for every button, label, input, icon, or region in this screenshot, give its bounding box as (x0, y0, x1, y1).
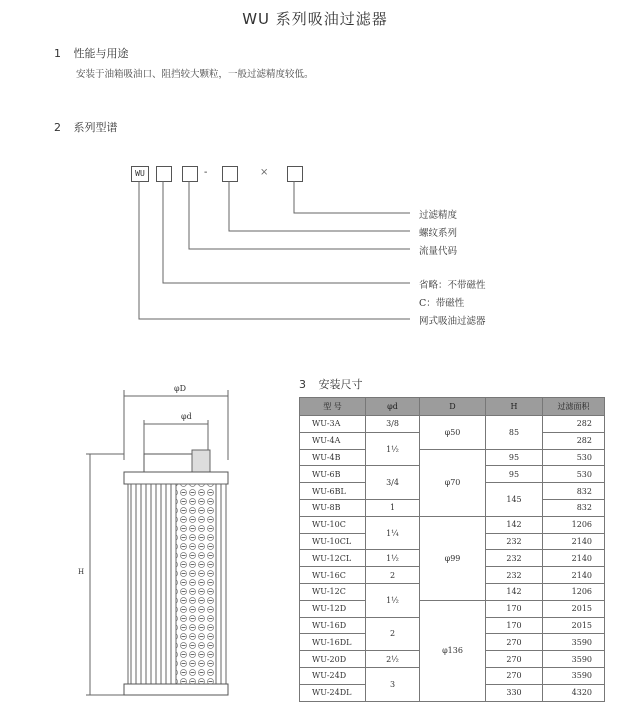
header-D: D (420, 398, 486, 416)
cell-D: φ136 (420, 600, 486, 701)
header-H: H (486, 398, 543, 416)
cell-H: 330 (486, 684, 543, 701)
section3-heading (299, 376, 363, 392)
label-height: H (78, 568, 85, 576)
cell-model: WU-16C (300, 567, 366, 584)
cell-H: 232 (486, 550, 543, 567)
cell-area: 3590 (543, 667, 605, 684)
perforated-core (176, 484, 216, 684)
cell-model: WU-16D (300, 617, 366, 634)
page-title: WU 系列吸油过滤器 (242, 10, 388, 28)
table-row (300, 600, 605, 617)
cell-H: 270 (486, 651, 543, 668)
leader-type (139, 181, 410, 319)
cell-model: WU-6BL (300, 483, 366, 500)
cell-H: 95 (486, 449, 543, 466)
cell-model: WU-4B (300, 449, 366, 466)
cell-d: 3/4 (366, 466, 420, 500)
cell-area: 1206 (543, 516, 605, 533)
cell-area: 2140 (543, 550, 605, 567)
cell-model: WU-24DL (300, 684, 366, 701)
table-row (300, 416, 605, 433)
label-magnetic: C：带磁性 (419, 298, 465, 309)
cell-d: 2½ (366, 651, 420, 668)
cell-d: 1½ (366, 550, 420, 567)
header-model: 型 号 (300, 398, 366, 416)
label-flow-code: 流量代码 (419, 246, 458, 257)
section1-title: 性能与用途 (73, 47, 129, 60)
cell-d: 1½ (366, 432, 420, 466)
cell-area: 530 (543, 466, 605, 483)
cell-H: 270 (486, 634, 543, 651)
cell-H: 85 (486, 416, 543, 450)
cell-H: 170 (486, 617, 543, 634)
cell-H: 142 (486, 516, 543, 533)
cell-area: 282 (543, 416, 605, 433)
cell-area: 3590 (543, 634, 605, 651)
leader-flow (189, 181, 410, 249)
section2-title: 系列型谱 (73, 121, 118, 134)
filter-element-pleats (128, 484, 176, 684)
cell-model: WU-24D (300, 667, 366, 684)
cell-area: 832 (543, 483, 605, 500)
top-cap (124, 472, 228, 484)
cell-d: 3/8 (366, 416, 420, 433)
cell-area: 1206 (543, 583, 605, 600)
cell-area: 832 (543, 499, 605, 516)
cell-d: 2 (366, 567, 420, 584)
cell-model: WU-10CL (300, 533, 366, 550)
bottom-cap (124, 684, 228, 695)
code-cross: × (260, 167, 269, 178)
cell-model: WU-20D (300, 651, 366, 668)
cell-area: 2140 (543, 533, 605, 550)
cell-model: WU-16DL (300, 634, 366, 651)
cell-area: 2015 (543, 600, 605, 617)
cell-H: 142 (486, 583, 543, 600)
label-omit: 省略：不带磁性 (419, 280, 486, 291)
cell-area: 530 (543, 449, 605, 466)
header-d: φd (366, 398, 420, 416)
cell-H: 232 (486, 533, 543, 550)
cell-area: 2015 (543, 617, 605, 634)
table-header-row (300, 398, 605, 416)
header-area: 过滤面积 (543, 398, 605, 416)
cell-model: WU-3A (300, 416, 366, 433)
cell-area: 3590 (543, 651, 605, 668)
cell-D: φ70 (420, 449, 486, 516)
cell-model: WU-8B (300, 499, 366, 516)
cell-d: 1 (366, 499, 420, 516)
cell-D: φ50 (420, 416, 486, 450)
filter-drawing (80, 380, 250, 725)
cell-model: WU-12D (300, 600, 366, 617)
cell-area: 4320 (543, 684, 605, 701)
leader-precision (294, 181, 410, 213)
cell-model: WU-12C (300, 583, 366, 600)
table-row (300, 449, 605, 466)
section1-description: 安装于油箱吸油口、阻挡较大颗粒，一般过滤精度较低。 (76, 69, 314, 80)
cell-model: WU-10C (300, 516, 366, 533)
cell-H: 270 (486, 667, 543, 684)
cell-H: 145 (486, 483, 543, 517)
cell-area: 2140 (543, 567, 605, 584)
cell-model: WU-12CL (300, 550, 366, 567)
spec-table (299, 397, 605, 702)
cell-model: WU-4A (300, 432, 366, 449)
code-dash: - (204, 167, 208, 178)
label-precision: 过滤精度 (419, 210, 458, 221)
label-outer-dia: φD (174, 384, 187, 393)
section3-title: 安装尺寸 (318, 378, 363, 391)
cell-d: 1¼ (366, 516, 420, 550)
filter-mesh-section (216, 484, 226, 684)
code-prefix: WU (135, 169, 145, 178)
cell-model: WU-6B (300, 466, 366, 483)
cell-H: 95 (486, 466, 543, 483)
table-row (300, 516, 605, 533)
label-inner-dia: φd (181, 412, 192, 421)
label-thread: 螺纹系列 (419, 228, 458, 239)
leader-magnetic (163, 181, 410, 283)
leader-thread (229, 181, 410, 231)
cell-H: 170 (486, 600, 543, 617)
cell-d: 2 (366, 617, 420, 651)
cell-H: 232 (486, 567, 543, 584)
section3-number: 3 (299, 378, 306, 391)
section1-number: 1 (54, 47, 61, 60)
cell-d: 1½ (366, 583, 420, 617)
label-type: 网式吸油过滤器 (419, 316, 486, 327)
cell-area: 282 (543, 432, 605, 449)
cell-D: φ99 (420, 516, 486, 600)
cell-d: 3 (366, 667, 420, 701)
section2-number: 2 (54, 121, 61, 134)
